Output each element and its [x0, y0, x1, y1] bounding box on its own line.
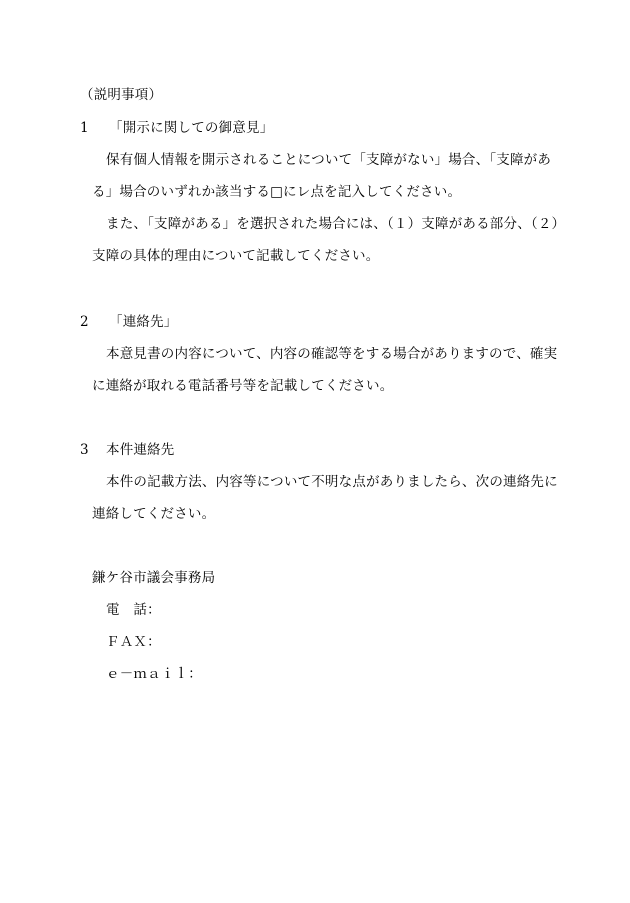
section-2-line-1: 本意見書の内容について、内容の確認等をする場合がありますので、確実 [106, 346, 558, 362]
section-2-number: 2 [80, 314, 89, 330]
section-1-line-4: 支障の具体的理由について記載してください。 [92, 248, 380, 264]
section-1-line-3: また、「支障がある」を選択された場合には、（１）支障がある部分、（２） [106, 216, 566, 232]
section-1-line-2: る」場合のいずれか該当する□にレ点を記入してください。 [92, 184, 462, 200]
section-1-line-1: 保有個人情報を開示されることについて「支障がない」場合、「支障があ [106, 152, 552, 168]
section-3-title: 本件連絡先 [106, 442, 175, 458]
section-2-title: 「連絡先」 [109, 314, 178, 330]
contact-phone-label: 電 話： [106, 602, 161, 618]
document-heading: （説明事項） [80, 87, 163, 103]
contact-office: 鎌ケ谷市議会事務局 [92, 570, 216, 586]
section-3-line-1: 本件の記載方法、内容等について不明な点がありましたら、次の連絡先に [106, 474, 558, 490]
section-3-number: 3 [80, 442, 89, 458]
section-3-line-2: 連絡してください。 [92, 506, 216, 522]
section-1-number: 1 [80, 120, 89, 136]
section-2-line-2: に連絡が取れる電話番号等を記載してください。 [92, 378, 394, 394]
section-1-title: 「開示に関しての御意見」 [109, 120, 274, 136]
contact-email-label: ｅ－ｍａｉｌ： [106, 666, 202, 682]
contact-fax-label: ＦＡＸ： [106, 634, 161, 650]
